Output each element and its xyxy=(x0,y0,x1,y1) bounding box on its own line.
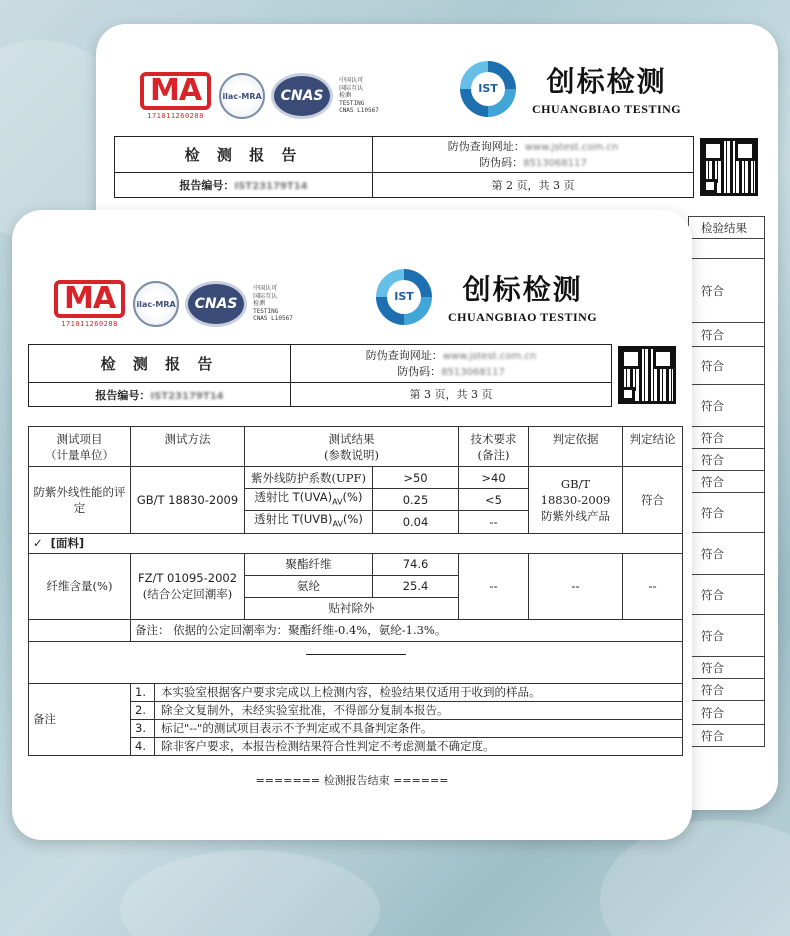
cma-logo xyxy=(140,72,211,120)
header-requirement: 技术要求 (备注) xyxy=(459,427,529,467)
background-decoration xyxy=(120,850,380,936)
brand-header xyxy=(460,60,681,117)
fiber-name: 氨纶 xyxy=(245,575,373,597)
cnas-caption-line: 中国认可 xyxy=(253,285,278,293)
result-cell: 符合 xyxy=(689,471,765,493)
cnas-logo xyxy=(271,73,333,119)
page-indicator: 第 2 页，共 3 页 xyxy=(373,173,694,198)
ilac-mra-logo xyxy=(219,73,265,119)
blank-row xyxy=(29,641,683,683)
ist-logo-text: IST xyxy=(387,280,421,314)
result-cell: 符合 xyxy=(689,347,765,385)
result-cell: 符合 xyxy=(689,449,765,471)
cnas-logo-text: CNAS xyxy=(280,88,324,104)
report-number xyxy=(115,173,373,198)
cma-logo xyxy=(54,280,125,328)
uv-method: GB/T 18830-2009 xyxy=(131,467,245,534)
notes-row xyxy=(29,683,683,755)
uv-item: 防紫外线性能的评定 xyxy=(29,467,131,534)
fiber-value: 25.4 xyxy=(373,575,459,597)
ist-logo-icon xyxy=(460,61,516,117)
brand-header xyxy=(376,268,597,325)
cnas-caption xyxy=(253,285,293,323)
header-result: 测试结果 (参数说明) xyxy=(245,427,459,467)
cnas-caption-line: TESTING xyxy=(253,307,279,315)
report-header-table xyxy=(28,344,612,407)
result-cell: 符合 xyxy=(689,701,765,725)
cma-number: 171011260288 xyxy=(147,112,204,120)
notes-cell xyxy=(131,683,683,755)
cma-number: 171011260288 xyxy=(61,320,118,328)
result-cell: 符合 xyxy=(689,259,765,323)
report-header-table xyxy=(114,136,694,198)
brand-name-en: CHUANGBIAO TESTING xyxy=(532,102,682,116)
result-cell: 符合 xyxy=(689,493,765,533)
report-number-value: IST23179T14 xyxy=(234,181,308,192)
report-number-value: IST23179T14 xyxy=(150,390,224,402)
certification-logos xyxy=(140,72,379,120)
cnas-caption-line: 检测 xyxy=(339,92,352,100)
fiber-requirement: -- xyxy=(459,553,529,619)
result-cell: 符合 xyxy=(689,615,765,657)
anti-fake-url-label: 防伪查询网址： xyxy=(447,139,525,153)
note-item: 2. 除全文复制外，未经实验室批准，不得部分复制本报告。 xyxy=(131,702,682,720)
result-cell: 符合 xyxy=(689,385,765,427)
brand-name-cn: 创标检测 xyxy=(546,65,667,98)
cma-logo-text: MA xyxy=(140,72,211,110)
anti-fake-info xyxy=(291,345,612,383)
certification-logos xyxy=(54,280,293,328)
report-end-marker: ======= 检测报告结束 ====== xyxy=(255,774,449,787)
result-cell: 符合 xyxy=(689,575,765,615)
uv-param: 透射比 $T(UVA)_{AV}(\%)$ xyxy=(245,489,373,511)
qr-code-icon[interactable] xyxy=(618,346,676,404)
notes-label: 备注 xyxy=(29,683,131,755)
report-number xyxy=(29,383,291,407)
anti-fake-code-value: 8513068117 xyxy=(441,366,505,378)
uv-requirement: <5 xyxy=(459,489,529,511)
report-number-label: 报告编号： xyxy=(95,388,151,402)
page-indicator: 第 3 页，共 3 页 xyxy=(291,383,612,407)
result-cell: 符合 xyxy=(689,679,765,701)
fiber-lining-note: 贴衬除外 xyxy=(245,597,459,619)
brand-name-cn: 创标检测 xyxy=(462,273,583,306)
cnas-caption-line: 中国认可 xyxy=(339,77,364,85)
fiber-remark: 备注： 依据的公定回潮率为：聚酯纤维-0.4%，氨纶-1.3%。 xyxy=(131,619,683,641)
result-cell: 符合 xyxy=(689,427,765,449)
cnas-caption-line: 国际互认 xyxy=(339,84,364,92)
fiber-item: 纤维含量(%) xyxy=(29,553,131,619)
uv-value: 0.25 xyxy=(373,489,459,511)
note-item: 1. 本实验室根据客户要求完成以上检测内容，检验结果仅适用于收到的样品。 xyxy=(131,684,682,702)
header-item: 测试项目 （计量单位） xyxy=(29,427,131,467)
result-cell: 符合 xyxy=(689,323,765,347)
uv-requirement: >40 xyxy=(459,467,529,489)
table-row xyxy=(29,467,683,489)
result-cell: 符合 xyxy=(689,533,765,575)
cnas-logo xyxy=(185,281,247,327)
brand-name-en: CHUANGBIAO TESTING xyxy=(448,310,598,324)
section-label: ✓ [面料] xyxy=(29,533,683,553)
ilac-mra-logo xyxy=(133,281,179,327)
uv-param: 紫外线防护系数(UPF) xyxy=(245,467,373,489)
uv-basis: GB/T 18830-2009 防紫外线产品 xyxy=(529,467,623,534)
empty-cell xyxy=(29,619,131,641)
test-results-table xyxy=(28,426,683,756)
section-row-fabric xyxy=(29,533,683,553)
report-title: 检 测 报 告 xyxy=(29,345,291,383)
header-basis: 判定依据 xyxy=(529,427,623,467)
cnas-caption xyxy=(339,77,379,115)
ist-logo-icon xyxy=(376,269,432,325)
uv-requirement: -- xyxy=(459,511,529,533)
cnas-caption-line: CNAS L10567 xyxy=(253,315,293,323)
uv-value: >50 xyxy=(373,467,459,489)
uv-conclusion: 符合 xyxy=(623,467,683,534)
anti-fake-code-label: 防伪码： xyxy=(397,364,442,378)
anti-fake-info xyxy=(373,137,694,173)
cnas-caption-line: 检测 xyxy=(253,300,266,308)
fiber-value: 74.6 xyxy=(373,553,459,575)
anti-fake-url-label: 防伪查询网址： xyxy=(365,348,443,362)
anti-fake-code-label: 防伪码： xyxy=(479,155,524,169)
fiber-name: 聚酯纤维 xyxy=(245,553,373,575)
table-row xyxy=(29,553,683,575)
cnas-caption-line: CNAS L10567 xyxy=(339,107,379,115)
anti-fake-code-value: 8513068117 xyxy=(523,157,587,169)
ilac-mra-logo-text: ilac-MRA xyxy=(136,299,176,309)
report-page-3-card xyxy=(12,210,692,840)
fiber-remark-row xyxy=(29,619,683,641)
cma-logo-text: MA xyxy=(54,280,125,318)
result-cell: 符合 xyxy=(689,657,765,679)
result-cell xyxy=(689,239,765,259)
uv-param: 透射比 $T(UVB)_{AV}(\%)$ xyxy=(245,511,373,533)
ilac-mra-logo-text: ilac-MRA xyxy=(222,91,262,101)
cnas-caption-line: 国际互认 xyxy=(253,292,278,300)
note-item: 4. 除非客户要求，本报告检测结果符合性判定不考虑测量不确定度。 xyxy=(131,738,682,755)
blank-cell xyxy=(29,641,683,683)
anti-fake-url-value: www.jstest.com.cn xyxy=(524,141,619,153)
fiber-conclusion: -- xyxy=(623,553,683,619)
fiber-basis: -- xyxy=(529,553,623,619)
table-header-row xyxy=(29,427,683,467)
anti-fake-url-value: www.jstest.com.cn xyxy=(442,350,537,362)
result-header: 检验结果 xyxy=(689,217,765,239)
result-column xyxy=(688,216,765,747)
cnas-logo-text: CNAS xyxy=(194,296,238,312)
report-number-label: 报告编号： xyxy=(179,179,235,192)
report-title: 检 测 报 告 xyxy=(115,137,373,173)
note-item: 3. 标记"--"的测试项目表示不予判定或不具备判定条件。 xyxy=(131,720,682,738)
result-cell: 符合 xyxy=(689,725,765,747)
uv-value: 0.04 xyxy=(373,511,459,533)
qr-code-icon[interactable] xyxy=(700,138,758,196)
header-conclusion: 判定结论 xyxy=(623,427,683,467)
ist-logo-text: IST xyxy=(471,72,505,106)
header-method: 测试方法 xyxy=(131,427,245,467)
cnas-caption-line: TESTING xyxy=(339,99,365,107)
fiber-method: FZ/T 01095-2002 (结合公定回潮率) xyxy=(131,553,245,619)
checkmark-icon: ✓ xyxy=(33,536,43,551)
